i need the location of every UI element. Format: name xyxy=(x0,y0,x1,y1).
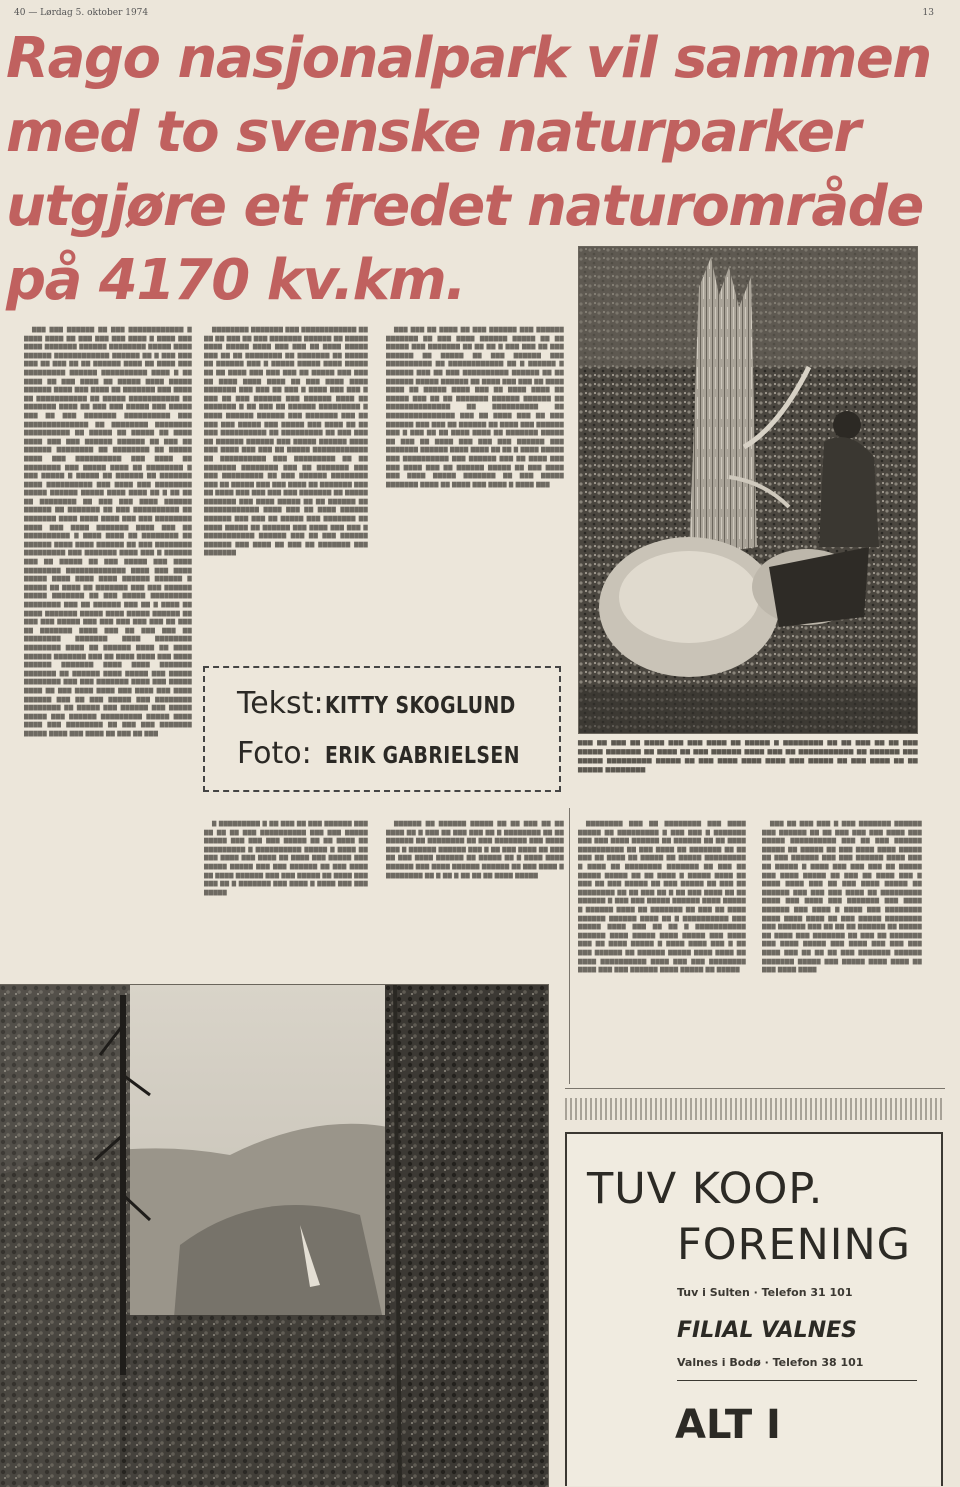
headline-line-2: med to svenske naturparker xyxy=(6,100,860,165)
page-number: 13 xyxy=(922,8,934,18)
article-column-3-lower: ▇▇▇▇▇▇ ▇▇ ▇▇▇▇▇▇ ▇▇▇▇▇ ▇▇ ▇▇ ▇▇▇ ▇▇ ▇▇ ▇▇▇▇ ▇▇ ▇ ▇▇▇ ▇▇ ▇▇▇ ▇▇▇ ▇▇ ▇ ▇▇▇▇▇▇▇▇ ▇▇ ▇▇ ▇▇▇▇▇▇ ▇▇ ▇▇▇▇▇▇▇▇ ▇▇ ▇▇▇ ▇▇▇▇▇▇▇ ▇▇▇ ▇▇▇▇ ▇▇▇ ▇ ▇▇▇▇▇▇ ▇▇▇▇▇▇ ▇▇▇ ▇ ▇▇ ▇▇▇ ▇▇▇▇ ▇▇ ▇▇▇ ▇▇ ▇▇▇ ▇▇▇▇ ▇▇▇▇▇▇ ▇▇ ▇▇▇▇▇ ▇▇ ▇ ▇▇▇▇ ▇▇▇▇ ▇▇▇▇▇▇ ▇▇▇ ▇▇▇▇ ▇▇▇▇▇▇ ▇▇▇▇▇▇ ▇▇ ▇▇▇ ▇▇▇▇ ▇ ▇▇▇▇▇▇▇▇ ▇▇ ▇ ▇▇ ▇ ▇▇ ▇▇ ▇▇ ▇▇▇▇ ▇▇▇▇▇ xyxy=(386,821,564,879)
advertisement-tuv-koop xyxy=(565,1132,943,1486)
article-column-5: ▇▇▇ ▇▇ ▇▇▇ ▇▇▇ ▇ ▇▇▇ ▇▇▇▇▇▇▇ ▇▇▇▇▇▇ ▇▇▇ ▇▇▇▇▇▇ ▇▇ ▇▇ ▇▇▇ ▇▇▇ ▇▇▇ ▇▇▇▇ ▇▇▇ ▇▇▇▇▇ ▇▇▇▇▇▇▇▇▇▇ ▇▇▇ ▇▇ ▇▇▇ ▇▇▇▇▇▇ ▇▇▇▇▇ ▇▇ ▇▇▇▇▇ ▇▇ ▇▇▇ ▇▇▇▇ ▇▇▇▇ ▇▇▇▇▇ ▇▇ ▇▇▇ ▇▇▇▇▇▇ ▇▇▇ ▇▇▇ ▇▇▇▇▇▇ ▇▇▇▇ ▇▇▇ ▇▇ ▇▇▇▇▇ ▇ ▇▇▇▇ ▇▇▇ ▇▇▇ ▇▇▇ ▇▇ ▇▇▇▇▇ ▇▇▇ ▇▇▇▇ ▇▇▇▇▇ ▇▇ ▇▇▇ ▇▇ ▇▇▇▇ ▇▇▇ ▇ ▇▇▇▇ ▇▇▇▇ ▇▇▇ ▇▇ ▇▇▇ ▇▇▇▇ ▇▇▇▇▇ ▇▇ ▇▇▇▇▇▇ ▇▇▇ ▇▇▇ ▇▇▇ ▇▇▇▇ ▇▇ ▇▇▇▇▇▇▇▇▇ ▇▇▇▇ ▇▇▇ ▇▇▇▇ ▇▇▇ ▇▇▇▇▇▇▇ ▇▇▇ ▇▇▇▇ ▇▇▇▇▇▇ ▇▇▇ ▇▇▇▇ ▇ ▇▇▇▇ ▇▇▇ ▇▇▇▇▇▇▇▇ ▇▇▇▇ ▇▇▇▇ ▇▇▇▇ ▇▇ ▇▇▇ ▇▇▇▇▇ ▇▇▇▇▇▇▇▇ ▇▇▇ ▇▇▇▇▇▇ ▇▇▇ ▇▇ ▇▇ ▇▇ ▇▇▇▇▇▇ ▇▇ ▇▇▇▇▇ ▇▇ ▇▇▇▇ ▇▇▇ ▇▇▇▇▇▇▇ ▇▇ ▇▇▇ ▇▇ ▇▇▇▇▇▇▇ ▇▇▇ ▇▇▇▇ ▇▇▇▇▇ ▇▇▇ ▇▇▇▇ ▇▇▇ ▇▇▇ ▇▇▇ ▇▇▇▇ ▇▇▇ ▇▇ ▇▇ ▇▇ ▇▇▇ ▇▇▇▇▇▇▇ ▇▇▇▇▇▇ ▇▇▇▇▇▇▇ ▇▇▇▇▇ ▇▇▇ ▇▇▇▇▇ ▇▇▇▇ ▇▇▇▇ ▇▇ ▇▇▇ ▇▇▇▇ ▇▇▇▇ xyxy=(762,821,922,974)
article-column-2-lower: ▇ ▇▇▇▇▇▇▇▇▇ ▇ ▇▇ ▇▇▇ ▇▇ ▇▇▇ ▇▇▇▇▇▇ ▇▇▇ ▇▇ ▇▇ ▇▇ ▇▇▇ ▇▇▇▇▇▇▇▇▇▇ ▇▇▇ ▇▇▇ ▇▇▇▇▇ ▇▇▇▇▇ ▇▇▇ ▇▇▇ ▇▇▇ ▇▇▇▇▇ ▇▇ ▇▇ ▇▇▇▇ ▇▇ ▇▇▇▇▇▇▇▇▇ ▇ ▇▇▇▇▇▇▇▇▇▇ ▇▇▇▇▇ ▇ ▇▇▇▇ ▇▇ ▇▇▇ ▇▇▇▇ ▇▇▇ ▇▇▇▇ ▇▇ ▇▇▇▇ ▇▇▇ ▇▇▇▇▇ ▇▇▇ ▇▇▇▇▇ ▇▇▇▇▇ ▇▇▇ ▇▇▇ ▇▇▇▇▇▇ ▇▇ ▇▇▇ ▇▇▇▇ ▇▇ ▇▇▇▇ ▇▇▇▇▇▇ ▇▇▇ ▇▇▇ ▇▇▇▇▇ ▇▇ ▇▇▇▇ ▇▇▇ ▇▇▇ ▇▇ ▇ ▇▇▇▇▇▇▇ ▇▇▇ ▇▇▇▇ ▇ ▇▇▇▇ ▇▇▇ ▇▇▇ ▇▇▇▇▇ xyxy=(204,821,368,896)
byline-author-name: KITTY SKOGLUND xyxy=(324,693,516,719)
article-column-1: ▇▇▇ ▇▇▇ ▇▇▇▇▇▇ ▇▇ ▇▇▇ ▇▇▇▇▇▇▇▇▇▇▇▇ ▇ ▇▇▇▇ ▇▇▇▇ ▇▇ ▇▇▇ ▇▇▇ ▇▇▇ ▇▇▇▇ ▇ ▇▇▇▇ ▇▇▇ ▇▇▇▇ ▇▇▇▇▇▇▇ ▇▇▇▇▇▇ ▇▇▇▇▇▇▇▇ ▇▇▇▇▇ ▇▇▇▇ ▇▇▇▇▇▇ ▇▇▇▇▇▇▇▇▇▇▇▇ ▇▇▇▇▇▇ ▇▇ ▇ ▇▇▇ ▇▇▇ ▇▇▇ ▇▇ ▇▇▇ ▇▇ ▇▇ ▇▇▇▇▇▇ ▇▇▇▇ ▇▇ ▇▇▇▇ ▇▇▇ ▇▇▇▇▇▇▇▇▇ ▇▇▇▇▇▇ ▇▇▇▇▇▇▇▇▇▇ ▇▇▇▇ ▇ ▇▇ ▇▇▇▇ ▇▇ ▇▇▇ ▇▇▇▇ ▇▇ ▇▇▇▇▇ ▇▇▇▇ ▇▇▇▇▇ ▇▇▇▇▇▇ ▇▇▇▇ ▇▇▇ ▇▇▇▇ ▇▇ ▇▇▇▇▇▇▇ ▇▇▇ ▇▇▇▇ ▇▇ ▇▇▇▇▇▇▇▇▇▇▇ ▇▇ ▇▇▇▇▇ ▇▇▇▇▇▇▇▇▇▇▇ ▇▇ ▇▇▇▇▇▇▇ ▇▇▇▇ ▇▇ ▇▇▇ ▇▇▇ ▇▇▇▇▇ ▇▇▇ ▇▇▇▇▇ ▇▇▇ ▇▇ ▇▇▇ ▇▇▇▇▇▇▇ ▇▇▇▇▇▇▇▇▇▇ ▇▇▇ ▇▇▇▇▇▇▇▇▇▇▇▇▇▇ ▇▇ ▇▇▇▇▇▇▇▇ ▇▇▇▇▇▇▇▇ ▇▇▇▇▇▇▇▇▇▇ ▇▇ ▇▇▇▇▇ ▇▇ ▇▇▇▇▇ ▇▇ ▇▇▇▇ ▇▇▇▇ ▇▇▇ ▇▇▇ ▇▇▇▇▇▇ ▇▇▇▇▇▇ ▇▇ ▇▇▇ ▇▇ ▇▇▇▇▇▇ ▇▇▇▇▇▇▇▇ ▇▇ ▇▇▇▇▇▇▇▇ ▇▇ ▇▇▇▇▇ ▇▇▇▇ ▇▇▇ ▇▇▇▇▇▇▇▇▇▇ ▇▇▇ ▇▇▇▇ ▇▇ ▇▇▇▇▇▇▇▇ ▇▇▇ ▇▇▇▇▇ ▇▇▇▇ ▇▇ ▇▇▇▇▇▇▇▇ ▇ ▇▇▇ ▇▇▇▇▇ ▇ ▇▇▇▇▇ ▇▇ ▇▇▇▇▇▇ ▇▇ ▇▇▇▇▇▇▇ ▇▇▇▇ ▇▇▇▇▇▇▇▇▇▇ ▇▇▇ ▇▇▇▇ ▇▇▇ ▇▇▇▇▇▇▇▇ ▇▇▇▇▇ ▇▇▇▇▇▇ ▇▇▇▇▇ ▇▇▇▇ ▇▇▇▇ ▇▇ ▇ ▇▇ ▇▇ ▇▇ ▇▇▇▇▇▇▇▇ ▇▇ ▇▇▇ ▇▇▇ ▇▇▇▇ ▇▇▇▇▇▇ ▇▇▇▇▇▇ ▇▇ ▇▇▇▇▇▇▇ ▇▇ ▇▇▇ ▇▇▇▇▇▇▇▇▇▇ ▇▇ ▇▇▇▇▇▇▇ ▇▇▇▇ ▇▇▇▇ ▇▇▇▇ ▇▇▇ ▇▇▇ ▇▇▇▇▇▇▇▇ ▇▇▇▇ ▇▇▇ ▇▇▇▇ ▇▇▇▇▇▇▇ ▇▇▇▇ ▇▇▇ ▇▇ ▇▇▇▇▇▇▇▇▇▇ ▇ ▇▇▇▇ ▇▇▇▇ ▇▇ ▇▇▇▇▇▇▇▇ ▇▇ ▇▇▇▇▇▇ ▇▇▇▇ ▇▇▇▇ ▇▇▇▇▇▇ ▇▇ ▇▇▇ ▇▇▇▇▇▇▇▇ ▇▇▇▇▇▇▇▇▇ ▇▇▇ ▇▇▇▇▇▇▇ ▇▇▇▇ ▇▇▇ ▇ ▇▇▇▇▇▇ ▇▇▇ ▇▇ ▇▇▇▇▇ ▇▇ ▇▇▇ ▇▇▇▇▇ ▇▇▇ ▇▇▇▇ ▇▇▇▇▇▇▇▇ ▇▇▇▇▇▇▇▇▇▇▇▇▇ ▇▇▇▇ ▇▇▇ ▇▇▇▇ ▇▇▇▇▇ ▇▇▇▇ ▇▇▇▇ ▇▇▇▇ ▇▇▇▇▇▇ ▇▇▇▇▇▇ ▇ ▇▇▇▇▇ ▇▇ ▇▇▇▇ ▇▇ ▇▇▇▇▇▇▇ ▇▇▇ ▇▇▇ ▇▇▇▇▇▇ ▇▇▇▇▇ ▇▇▇▇▇▇▇ ▇▇ ▇▇▇ ▇▇▇▇▇ ▇▇▇▇▇▇▇▇▇ ▇▇▇▇▇▇▇▇ ▇▇▇ ▇▇ ▇▇▇▇▇▇ ▇▇▇ ▇▇ ▇ ▇▇▇▇ ▇▇ ▇▇▇▇ ▇▇▇▇▇▇▇ ▇▇▇▇▇ ▇▇▇▇ ▇▇▇▇▇ ▇▇▇▇▇▇ ▇▇ ▇▇▇ ▇▇▇ ▇▇▇▇▇ ▇▇▇ ▇▇▇ ▇▇▇ ▇▇▇ ▇▇▇ ▇▇ ▇▇▇ ▇▇ ▇▇▇▇▇▇▇ ▇▇▇▇ ▇▇▇ ▇▇ ▇▇▇ ▇▇▇ ▇▇ ▇▇▇▇▇▇▇▇ ▇▇▇▇▇▇▇ ▇▇▇▇ ▇▇▇▇▇▇▇▇ ▇▇▇▇▇▇▇▇ ▇▇▇▇ ▇▇ ▇▇▇▇▇▇ ▇▇▇▇ ▇▇ ▇▇▇▇ ▇▇▇▇▇▇ ▇▇▇▇▇▇▇ ▇▇▇ ▇▇ ▇▇▇▇ ▇▇▇▇ ▇▇▇ ▇▇▇▇ ▇▇▇▇▇▇ ▇▇▇▇▇▇▇ ▇▇▇▇ ▇▇▇▇ ▇▇▇▇▇▇▇ ▇▇▇▇▇▇▇ ▇▇ ▇▇▇▇▇▇ ▇▇▇▇ ▇▇▇▇▇ ▇▇▇ ▇▇▇▇▇ ▇▇▇▇▇▇▇▇ ▇▇▇ ▇▇▇ ▇▇▇▇▇▇▇ ▇▇▇▇ ▇▇▇ ▇▇▇▇▇ ▇▇▇▇ ▇▇ ▇▇▇ ▇▇▇▇ ▇▇▇▇ ▇▇▇ ▇▇▇▇ ▇▇▇ ▇▇▇▇ ▇▇▇▇▇▇ ▇▇▇ ▇▇ ▇▇▇ ▇▇▇▇▇ ▇▇▇ ▇▇▇▇▇▇▇▇ ▇▇▇▇▇▇▇▇ ▇▇ ▇▇▇▇▇ ▇▇▇ ▇▇▇▇▇▇ ▇▇▇ ▇▇▇▇▇ ▇▇▇▇▇ ▇▇▇ ▇▇▇▇▇▇ ▇▇▇▇▇▇▇▇▇ ▇▇▇▇▇ ▇▇▇▇ ▇▇▇▇ ▇▇▇ ▇▇▇▇▇▇▇▇ ▇▇ ▇▇▇ ▇▇▇ ▇▇▇▇▇▇▇ ▇▇▇▇▇ ▇▇▇▇ ▇▇▇ ▇▇▇▇ ▇▇ ▇▇▇ ▇▇ ▇▇▇ xyxy=(24,327,192,737)
ad-branch-name: FILIAL VALNES xyxy=(677,1318,857,1343)
byline-photo-row xyxy=(237,736,562,771)
decorative-band xyxy=(565,1098,945,1120)
article-column-2: ▇▇▇▇▇▇▇▇ ▇▇▇▇▇▇▇ ▇▇▇ ▇▇▇▇▇▇▇▇▇▇▇▇ ▇▇ ▇▇ ▇▇ ▇▇▇ ▇▇ ▇▇▇ ▇▇▇▇▇▇▇ ▇▇▇▇▇▇ ▇▇ ▇▇▇▇▇ ▇▇▇▇ ▇▇▇▇▇ ▇▇▇▇ ▇▇▇ ▇▇▇ ▇▇ ▇▇▇▇ ▇▇▇▇▇ ▇▇▇ ▇▇ ▇▇ ▇▇▇▇▇▇▇▇ ▇▇ ▇▇▇▇▇▇▇ ▇▇ ▇▇▇▇▇ ▇▇ ▇▇▇▇▇▇ ▇▇▇ ▇ ▇▇▇▇▇ ▇▇▇▇▇ ▇▇▇▇ ▇▇▇▇▇ ▇▇ ▇▇ ▇▇▇▇ ▇▇▇ ▇▇▇ ▇▇▇ ▇▇ ▇▇▇▇▇ ▇▇▇ ▇▇▇ ▇▇ ▇▇▇▇ ▇▇▇▇ ▇▇▇▇ ▇▇ ▇▇▇ ▇▇▇▇ ▇▇▇▇ ▇▇▇▇▇▇▇ ▇▇▇ ▇▇▇ ▇▇ ▇▇▇ ▇ ▇▇▇▇ ▇▇▇ ▇▇▇ ▇ ▇▇▇ ▇▇ ▇▇▇ ▇▇▇▇▇▇ ▇▇▇ ▇▇▇▇▇▇ ▇▇▇▇ ▇▇ ▇▇▇▇▇▇▇ ▇ ▇▇ ▇▇▇ ▇▇ ▇▇▇▇▇▇ ▇▇▇▇▇▇▇▇▇ ▇ ▇▇▇▇ ▇▇▇▇▇▇ ▇▇▇▇▇▇ ▇▇▇ ▇▇▇▇▇▇▇ ▇▇▇ ▇▇ ▇▇▇ ▇▇▇ ▇▇▇▇▇ ▇▇▇ ▇▇▇▇▇ ▇▇▇ ▇▇▇▇ ▇▇ ▇▇ ▇▇▇ ▇▇▇▇▇▇▇▇▇▇ ▇▇ ▇▇▇▇▇▇▇▇▇ ▇▇ ▇▇▇ ▇▇▇ ▇▇ ▇▇▇▇▇▇ ▇▇▇▇▇▇ ▇▇▇ ▇▇▇▇▇ ▇▇▇▇▇▇ ▇▇▇▇ ▇▇▇ ▇▇▇▇ ▇▇▇ ▇▇▇ ▇▇ ▇▇▇▇▇ ▇▇▇▇▇▇▇▇▇▇▇▇ ▇▇ ▇▇▇▇▇▇▇▇▇▇ ▇▇▇ ▇▇▇▇▇▇▇▇▇ ▇▇ ▇▇ ▇▇▇▇▇▇▇ ▇▇▇▇▇▇▇▇ ▇▇▇ ▇▇ ▇▇▇▇▇▇▇ ▇▇▇ ▇▇▇ ▇▇▇▇▇▇▇▇▇ ▇▇ ▇▇▇ ▇▇▇▇▇▇ ▇▇▇▇▇▇▇▇ ▇▇▇ ▇▇ ▇▇▇▇▇ ▇▇▇ ▇▇▇ ▇▇▇▇ ▇▇ ▇▇▇▇▇▇▇ ▇▇▇ ▇▇ ▇▇▇▇ ▇▇▇ ▇▇▇ ▇▇▇ ▇▇▇ ▇▇▇▇▇▇▇ ▇▇ ▇▇▇▇▇ ▇▇▇▇▇▇▇ ▇▇▇ ▇▇▇▇ ▇▇▇▇▇ ▇▇ ▇▇ ▇▇▇▇▇▇ ▇▇ ▇▇▇▇▇▇▇▇▇▇▇▇ ▇▇▇▇ ▇▇▇ ▇▇ ▇▇▇▇ ▇▇▇▇▇▇ ▇▇▇▇▇▇ ▇▇▇ ▇▇▇ ▇▇ ▇▇▇▇▇ ▇▇▇ ▇▇▇▇▇▇▇ ▇▇ ▇▇▇▇ ▇▇▇▇▇ ▇▇ ▇▇▇▇▇▇ ▇▇▇ ▇▇▇▇ ▇▇▇ ▇▇▇ ▇ ▇▇▇▇▇▇▇▇▇▇▇ ▇▇▇▇▇▇ ▇▇▇ ▇▇ ▇▇▇ ▇▇▇▇▇▇ ▇▇▇▇▇▇ ▇▇▇ ▇▇▇▇ ▇▇ ▇▇▇ ▇▇ ▇▇▇▇▇▇▇ ▇▇▇ ▇▇▇▇▇▇▇ xyxy=(204,327,368,557)
headline-line-1: Rago nasjonalpark vil sammen xyxy=(6,26,931,91)
ad-name-line-1: TUV KOOP. xyxy=(587,1164,824,1214)
headline-line-3: utgjøre et fredet naturområde xyxy=(6,174,923,239)
photo-forest-landscape xyxy=(0,984,549,1487)
byline-box xyxy=(203,666,561,792)
section-rule xyxy=(565,1088,945,1089)
photo-tree-stump xyxy=(578,246,918,734)
byline-photographer-name: ERIK GABRIELSEN xyxy=(324,743,520,769)
article-column-3: ▇▇▇ ▇▇▇ ▇▇ ▇▇▇▇ ▇▇ ▇▇▇ ▇▇▇▇▇▇ ▇▇▇ ▇▇▇▇▇▇ ▇▇▇▇▇▇▇ ▇▇ ▇▇▇ ▇▇▇▇ ▇▇▇▇▇▇ ▇▇▇▇▇ ▇▇ ▇▇ ▇▇▇▇▇ ▇▇▇ ▇▇▇▇▇▇▇ ▇▇ ▇▇ ▇▇ ▇ ▇▇▇ ▇▇▇ ▇▇ ▇▇▇ ▇▇▇▇▇▇ ▇▇ ▇▇▇▇▇ ▇▇ ▇▇▇ ▇▇▇▇▇▇ ▇▇▇ ▇▇▇▇▇▇▇▇▇▇ ▇▇ ▇▇▇▇▇▇▇▇▇▇▇▇ ▇▇ ▇ ▇▇▇▇▇▇ ▇ ▇▇▇▇▇▇ ▇▇▇ ▇▇ ▇▇▇ ▇▇▇▇▇▇▇▇▇▇ ▇▇▇▇▇▇ ▇▇ ▇▇ ▇▇▇▇▇▇ ▇▇▇▇▇ ▇▇▇▇▇▇ ▇▇ ▇▇▇▇ ▇▇▇ ▇▇▇ ▇▇ ▇▇▇▇ ▇▇▇▇ ▇▇ ▇▇▇▇▇ ▇▇▇▇ ▇▇▇ ▇▇ ▇▇▇▇ ▇▇▇▇ ▇▇ ▇▇▇▇▇ ▇▇▇ ▇▇ ▇▇ ▇▇▇▇▇▇▇ ▇▇▇▇▇▇ ▇▇▇▇▇▇ ▇▇ ▇▇▇▇▇▇▇▇▇▇▇▇▇▇ ▇▇ ▇▇▇▇▇▇▇▇▇▇ ▇▇ ▇▇▇▇▇▇▇▇▇▇▇▇▇▇▇ ▇▇▇ ▇▇ ▇▇▇▇ ▇▇▇ ▇▇ ▇▇▇ ▇▇▇▇▇▇ ▇▇▇ ▇▇▇ ▇▇ ▇▇▇▇▇▇ ▇▇ ▇▇▇▇ ▇▇▇ ▇▇▇▇▇▇ ▇▇▇ ▇ ▇▇▇ ▇▇ ▇▇ ▇▇▇▇ ▇▇▇▇ ▇▇ ▇▇▇▇▇▇▇ ▇▇▇▇▇ ▇▇ ▇▇▇ ▇▇ ▇▇▇▇ ▇▇▇ ▇▇▇ ▇▇▇ ▇▇▇▇▇▇ ▇▇▇ ▇▇▇▇▇▇▇ ▇▇▇▇▇▇ ▇▇▇▇ ▇▇▇▇ ▇▇ ▇▇ ▇ ▇▇▇▇ ▇▇▇▇▇ ▇▇▇ ▇▇▇▇▇▇▇▇▇▇ ▇▇▇ ▇▇▇▇▇▇ ▇▇▇ ▇▇ ▇▇▇▇ ▇▇▇ ▇▇▇ ▇▇▇▇ ▇▇▇ ▇▇ ▇▇▇▇▇▇ ▇▇▇▇▇ ▇▇ ▇▇▇ ▇▇▇▇ ▇▇▇ ▇▇▇▇ ▇▇▇▇▇ ▇▇▇▇▇▇▇ ▇▇ ▇▇▇ ▇▇▇▇▇ ▇▇▇▇▇▇▇ ▇▇▇▇ ▇▇ ▇▇▇▇ ▇▇▇ ▇▇▇▇ ▇ ▇▇▇▇ ▇▇▇ xyxy=(386,327,564,488)
photo-caption: ▆▆▆ ▆▆ ▆▆▆ ▆▆ ▆▆▆▆ ▆▆▆ ▆▆▆ ▆▆▆▆ ▆▆ ▆▆▆▆▆ ▆ ▆▆▆▆▆▆▆▆ ▆▆ ▆▆ ▆▆▆ ▆▆ ▆▆ ▆▆▆ ▆▆▆▆▆ ▆▆▆▆▆▆▆ ▆▆ ▆▆▆▆ ▆▆ ▆▆▆ ▆▆▆▆▆▆ ▆▆▆▆ ▆▆▆ ▆▆ ▆▆▆▆▆▆▆▆▆▆▆ ▆▆ ▆▆▆▆▆▆ ▆▆▆ ▆▆▆▆▆ ▆▆▆▆▆▆▆▆▆ ▆▆▆▆▆ ▆▆ ▆▆▆ ▆▆▆▆ ▆▆▆▆ ▆▆▆▆ ▆▆▆ ▆▆▆▆▆ ▆▆ ▆▆▆ ▆▆▆▆ ▆▆ ▆▆ ▆▆▆▆▆ ▆▆▆▆▆▆▆▆ xyxy=(578,739,918,773)
ad-address-main: Tuv i Sulten · Telefon 31 101 xyxy=(677,1286,853,1299)
ad-slogan: ALT I xyxy=(675,1402,781,1448)
headline-line-4: på 4170 kv.km. xyxy=(6,248,466,313)
ad-divider xyxy=(677,1380,917,1381)
column-rule xyxy=(569,808,570,1084)
ad-address-branch: Valnes i Bodø · Telefon 38 101 xyxy=(677,1356,864,1369)
byline-photo-label: Foto: xyxy=(237,736,312,771)
article-column-4: ▇▇▇▇▇▇▇▇ ▇▇▇ ▇▇ ▇▇▇▇▇▇▇▇ ▇▇▇ ▇▇▇▇ ▇▇▇▇▇ ▇▇ ▇▇▇▇▇▇▇▇▇ ▇ ▇▇▇ ▇▇▇ ▇ ▇▇▇▇▇▇▇ ▇▇▇ ▇▇▇ ▇▇▇▇ ▇▇▇▇▇▇ ▇▇ ▇▇▇▇▇▇ ▇▇ ▇▇ ▇▇▇▇ ▇▇▇▇▇▇▇▇▇▇ ▇▇ ▇▇▇ ▇▇▇▇ ▇▇ ▇▇▇▇▇▇▇ ▇▇ ▇▇ ▇▇▇ ▇▇ ▇▇▇▇ ▇▇ ▇▇▇▇▇ ▇▇ ▇▇▇▇▇ ▇▇▇▇▇▇▇▇▇ ▇ ▇▇▇▇ ▇▇ ▇▇▇▇▇▇▇▇ ▇▇▇▇▇▇▇ ▇▇ ▇▇▇ ▇▇ ▇▇▇▇▇ ▇▇▇▇▇ ▇▇ ▇▇ ▇▇▇▇ ▇ ▇▇▇▇▇ ▇▇▇▇ ▇▇ ▇▇▇ ▇▇ ▇▇▇ ▇▇▇▇▇ ▇▇ ▇▇▇ ▇▇▇▇▇ ▇▇ ▇▇▇ ▇▇ ▇▇▇▇▇▇▇▇ ▇▇ ▇▇ ▇▇▇ ▇▇ ▇ ▇▇ ▇▇▇ ▇▇▇▇ ▇▇ ▇▇ ▇▇▇▇▇▇ ▇ ▇▇▇ ▇▇▇ ▇▇▇▇▇ ▇▇▇▇▇▇ ▇▇▇▇ ▇▇▇▇▇ ▇ ▇▇▇▇▇▇ ▇▇▇▇ ▇▇ ▇▇▇▇▇▇▇ ▇▇ ▇▇▇ ▇▇ ▇▇▇▇ ▇▇▇▇▇▇ ▇▇▇▇▇▇ ▇▇▇▇ ▇▇ ▇ ▇▇▇▇▇▇▇▇▇▇ ▇▇▇ ▇▇▇▇▇ ▇▇▇▇ ▇▇▇ ▇▇ ▇▇ ▇ ▇▇▇▇▇▇▇▇▇▇▇ ▇▇▇▇▇▇ ▇▇▇▇ ▇▇▇▇▇ ▇▇▇▇ ▇▇▇▇▇ ▇▇▇ ▇▇▇▇ ▇▇▇ ▇▇ ▇▇▇▇ ▇▇▇▇▇ ▇ ▇▇▇▇ ▇▇▇▇ ▇▇▇ ▇ ▇▇ ▇▇▇ ▇▇▇▇▇▇ ▇▇ ▇▇▇▇▇▇ ▇▇▇▇▇ ▇▇▇▇ ▇▇▇▇ ▇▇ ▇▇▇▇ ▇▇▇▇▇▇▇▇▇▇ ▇▇▇▇ ▇▇▇ ▇▇▇ ▇▇▇▇▇▇▇▇ ▇▇▇▇ ▇▇▇ ▇▇▇ ▇▇▇▇▇▇ ▇▇▇▇ ▇▇▇▇▇ ▇▇ ▇▇▇▇▇ xyxy=(578,821,746,974)
page-folio-left: 40 — Lørdag 5. oktober 1974 xyxy=(14,8,149,18)
byline-text-label: Tekst: xyxy=(237,686,324,721)
ad-name-line-2: FORENING xyxy=(677,1220,911,1270)
photo-tree-stump-image xyxy=(579,247,917,733)
photo-forest-landscape-image xyxy=(0,985,548,1487)
byline-text-row xyxy=(237,686,557,721)
